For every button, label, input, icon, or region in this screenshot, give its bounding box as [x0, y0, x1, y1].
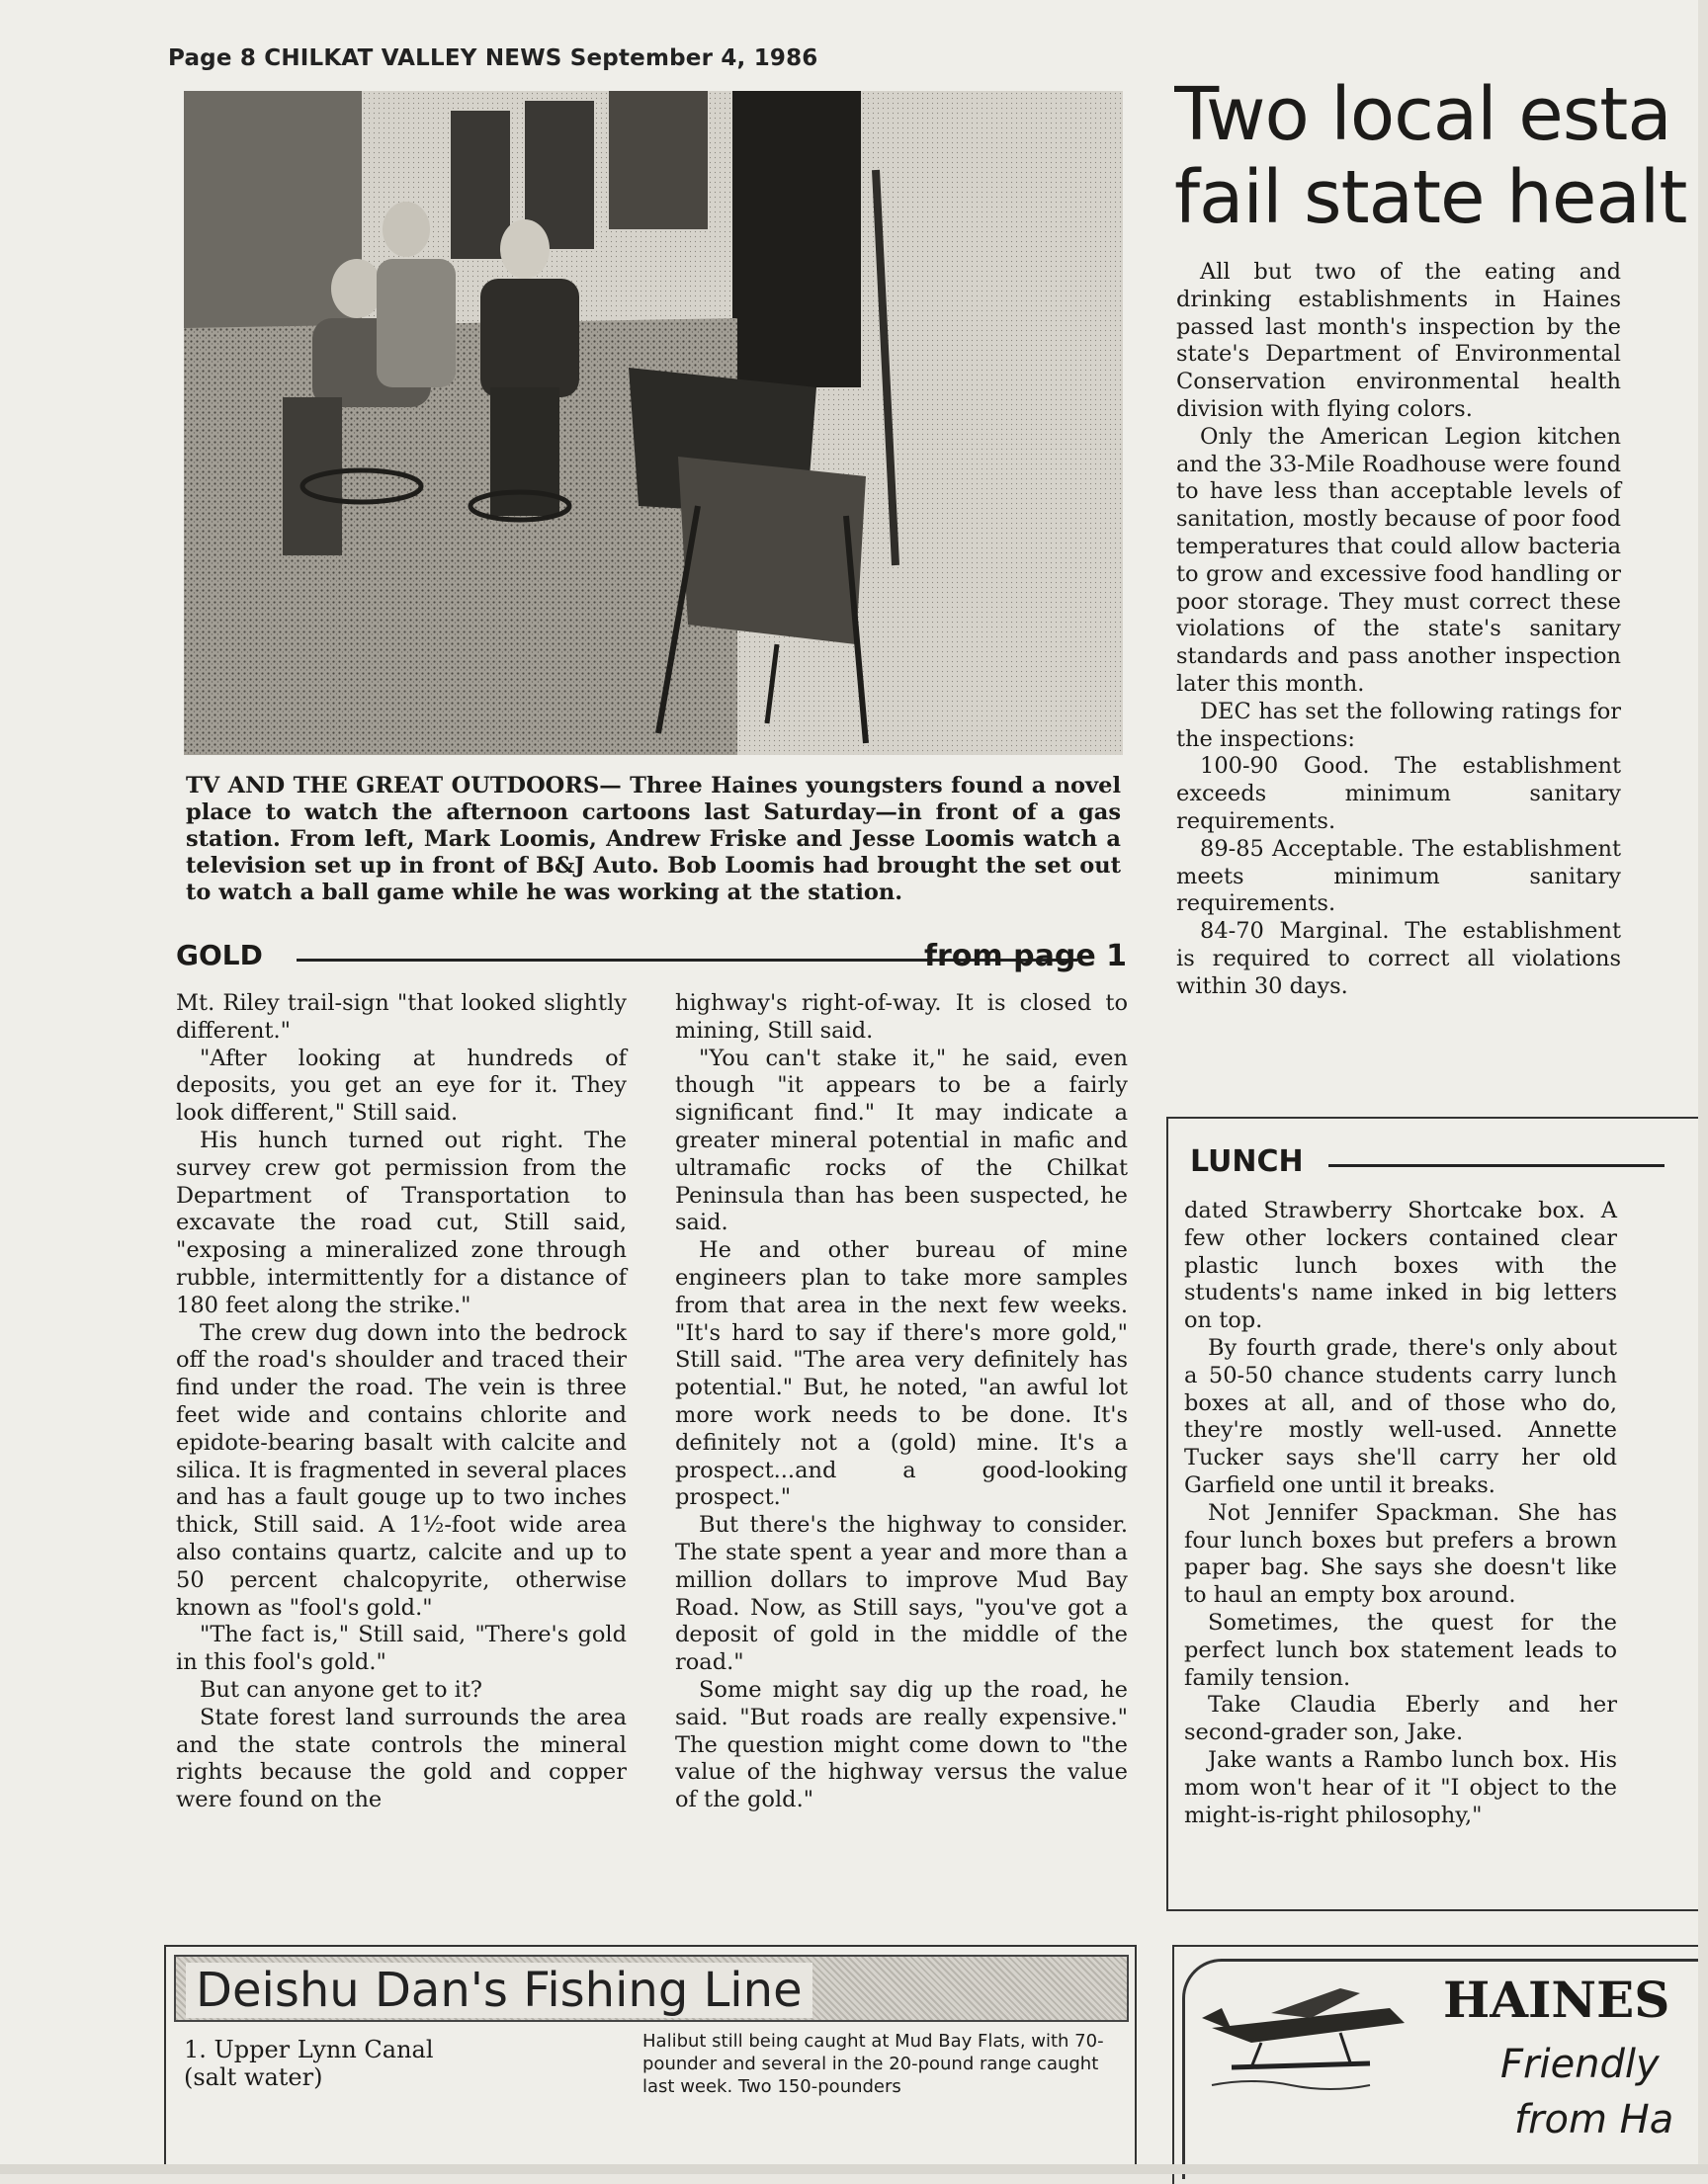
- ad-brand-name: HAINES: [1443, 1971, 1670, 2029]
- gold-c1-p6: But can anyone get to it?: [200, 1676, 482, 1703]
- fishing-item-line-2: (salt water): [184, 2063, 323, 2091]
- fishing-item-line-1: 1. Upper Lynn Canal: [184, 2036, 434, 2063]
- health-column: [1176, 259, 1621, 1001]
- gold-column-2: [675, 990, 1128, 1814]
- health-p3: DEC has set the following ratings for the inspections:: [1176, 698, 1621, 752]
- health-p1: All but two of the eating and drinking establishments in Haines passed last month's inspection by the state's Department of Environmental Conservation environmental health division with flying colors.: [1176, 259, 1621, 422]
- photo-caption: TV AND THE GREAT OUTDOORS— Three Haines youngsters found a novel place to watch the afternoon cartoons last Saturday—in front of a gas station. From left, Mark Loomis, Andrew Friske and Jesse Loomis watch a television set up in front of B&J Auto. Bob Loomis had brought the set out to watch a ball game while he was working at the station.: [186, 773, 1121, 905]
- gold-c2-p3: He and other bureau of mine engineers plan to take more samples from that area in the next few weeks. "It's hard to say if there's more gold," Still said. "The area very definitely has potential." But, he noted, "an awful lot more work needs to be done. It's definitely not a (gold) mine. It's a prospect...and a good-looking prospect.": [675, 1237, 1128, 1511]
- fishing-report-text: Halibut still being caught at Mud Bay Flats, with 70-pounder and several in the 20-pound range caught last week. Two 150-pounders: [642, 2031, 1104, 2097]
- gold-kicker: GOLD: [176, 939, 263, 971]
- health-p5: 89-85 Acceptable. The establishment meets minimum sanitary requirements.: [1176, 835, 1621, 917]
- gold-c2-p5: Some might say dig up the road, he said. "But roads are really expensive." The question might come down to "the value of the highway versus the value of the gold.": [675, 1676, 1128, 1813]
- fishing-line-box: [164, 1945, 1137, 2168]
- ad-tagline-1: Friendly: [1500, 2042, 1660, 2087]
- health-headline: [1174, 73, 1698, 251]
- gold-c1-p4: The crew dug down into the bedrock off the road's shoulder and traced their find under the road. The vein is three feet wide and contains chlorite and epidote-bearing basalt with calcite and silica. It is fragmented in several places and has a fault gouge up to two inches thick, Still said. A 1½-foot wide area also contains quartz, calcite and up to 50 percent chalcopyrite, otherwise known as "fool's gold.": [176, 1319, 627, 1621]
- paper-edge-bottom: [0, 2164, 1708, 2174]
- gold-c1-p2: "After looking at hundreds of deposits, you get an eye for it. They look different," Still said.: [176, 1045, 627, 1127]
- lunch-p6: Jake wants a Rambo lunch box. His mom won't hear of it "I object to the might-is-right philosophy,": [1184, 1746, 1617, 1828]
- gold-c2-p2: "You can't stake it," he said, even though "it appears to be a fairly significant find." It may indicate a greater mineral potential in mafic and ultramafic rocks of the Chilkat Peninsula than has been suspected, he said.: [675, 1045, 1128, 1236]
- gold-c1-p7: State forest land surrounds the area and the state controls the mineral rights because the gold and copper were found on the: [176, 1704, 627, 1813]
- health-headline-line-1: Two local esta: [1174, 73, 1671, 157]
- health-p4: 100-90 Good. The establishment exceeds minimum sanitary requirements.: [1176, 753, 1621, 834]
- ad-tagline-2: from Ha: [1514, 2097, 1674, 2142]
- fishing-title-band: [174, 1955, 1129, 2022]
- lunch-p4: Sometimes, the quest for the perfect lunch box statement leads to family tension.: [1184, 1609, 1617, 1691]
- lunch-p3: Not Jennifer Spackman. She has four lunch boxes but prefers a brown paper bag. She says she doesn't like to haul an empty box around.: [1184, 1499, 1617, 1609]
- gold-c1-p3: His hunch turned out right. The survey crew got permission from the Department of Transportation to excavate the road cut, Still said, "exposing a mineralized zone through rubble, intermittently for a distance of 180 feet along the strike.": [176, 1127, 627, 1318]
- photo-illustration: [184, 91, 1123, 755]
- paper-edge-right: [1698, 0, 1708, 2174]
- lunch-p5: Take Claudia Eberly and her second-grader son, Jake.: [1184, 1692, 1617, 1746]
- gold-jump-head: [176, 939, 1127, 978]
- health-p6: 84-70 Marginal. The establishment is required to correct all violations within 30 days.: [1176, 918, 1621, 999]
- news-photo: [184, 91, 1123, 755]
- lunch-column: [1184, 1198, 1617, 1829]
- lunch-p2: By fourth grade, there's only about a 50-50 chance students carry lunch boxes at all, and of those who do, they're mostly well-used. Annette Tucker says she'll carry her old Garfield one until it breaks.: [1184, 1334, 1617, 1498]
- health-p2: Only the American Legion kitchen and the 33-Mile Roadhouse were found to have less than acceptable levels of sanitation, mostly because of poor food temperatures that could allow bacteria to grow and excessive food handling or poor storage. They must correct these violations of the state's sanitary standards and pass another inspection later this month.: [1176, 423, 1621, 697]
- lunch-kicker: LUNCH: [1190, 1144, 1304, 1179]
- gold-c1-p1: Mt. Riley trail-sign "that looked slightly different.": [176, 990, 627, 1044]
- gold-c2-p4: But there's the highway to consider. The state spent a year and more than a million dollars to improve Mud Bay Road. Now, as Still says, "you've got a deposit of gold in the middle of the road.": [675, 1512, 1128, 1676]
- lunch-p1: dated Strawberry Shortcake box. A few other lockers contained clear plastic lunch boxes with the students's name inked in big letters on top.: [1184, 1198, 1617, 1334]
- gold-jump-label: from page 1: [923, 939, 1127, 973]
- lunch-jump-head: [1190, 1144, 1665, 1184]
- gold-c1-p5: "The fact is," Still said, "There's gold in this fool's gold.": [176, 1622, 627, 1676]
- fishing-item-heading: [184, 2036, 434, 2091]
- gold-column-1: [176, 990, 627, 1814]
- gold-c2-p1: highway's right-of-way. It is closed to mining, Still said.: [675, 990, 1128, 1044]
- fishing-title: Deishu Dan's Fishing Line: [186, 1963, 812, 2018]
- page-folio: Page 8 CHILKAT VALLEY NEWS September 4, 1986: [168, 45, 818, 71]
- floatplane-icon: [1192, 1969, 1429, 2097]
- health-headline-line-2: fail state healt: [1174, 155, 1687, 240]
- lunch-rule: [1328, 1164, 1665, 1167]
